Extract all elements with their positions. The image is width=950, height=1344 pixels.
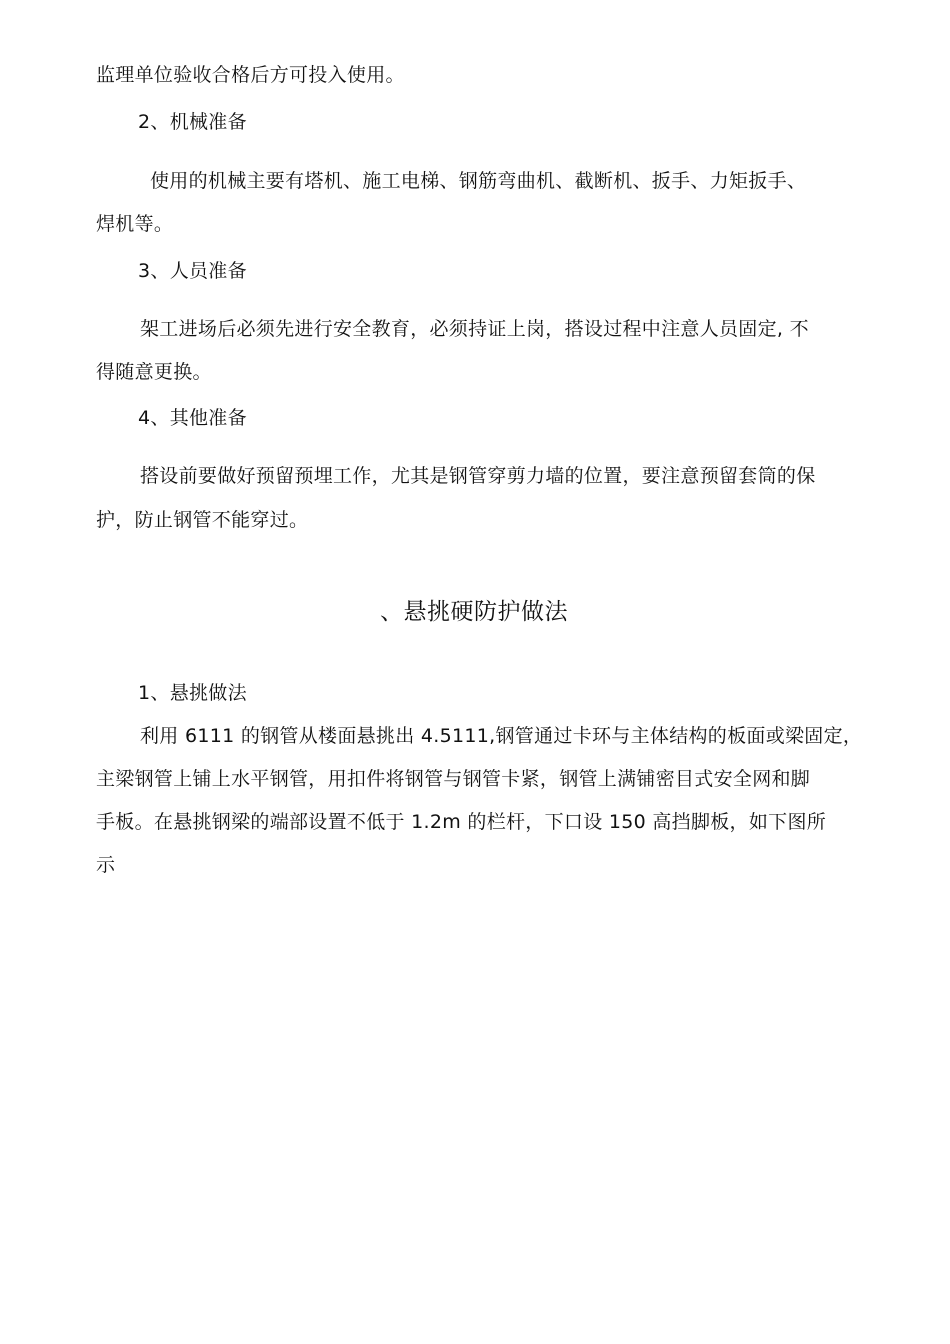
paragraph-line-acceptance: 监理单位验收合格后方可投入使用。 (96, 64, 405, 86)
paragraph-line-personnel-cont: 得随意更换。 (96, 361, 212, 383)
paragraph-line-cantilever-2: 主梁钢管上铺上水平钢管，用扣件将钢管与钢管卡紧，钢管上满铺密目式安全网和脚 (96, 768, 811, 790)
paragraph-line-cantilever-3: 手板。在悬挑钢梁的端部设置不低于 1.2m 的栏杆，下口设 150 高挡脚板，如下图所 (96, 811, 827, 833)
paragraph-line-machinery: 使用的机械主要有塔机、施工电梯、钢筋弯曲机、截断机、扳手、力矩扳手、 (150, 170, 807, 192)
subheading-cantilever-method: 1、悬挑做法 (138, 682, 247, 704)
paragraph-line-cantilever-4: 示 (96, 854, 116, 876)
subheading-other-prep: 4、其他准备 (138, 407, 247, 429)
subheading-personnel-prep: 3、人员准备 (138, 260, 247, 282)
subheading-machinery-prep: 2、机械准备 (138, 111, 247, 133)
paragraph-line-other-cont: 护，防止钢管不能穿过。 (96, 509, 309, 531)
paragraph-line-other: 搭设前要做好预留预埋工作，尤其是钢管穿剪力墙的位置，要注意预留套筒的保 (140, 465, 816, 487)
section-heading: 、悬挑硬防护做法 (380, 599, 568, 625)
paragraph-line-personnel: 架工进场后必须先进行安全教育，必须持证上岗，搭设过程中注意人员固定, 不 (140, 318, 809, 340)
paragraph-line-machinery-cont: 焊机等。 (96, 213, 174, 235)
paragraph-line-cantilever-1: 利用 6111 的钢管从楼面悬挑出 4.5111,钢管通过卡环与主体结构的板面或梁固定， (140, 725, 863, 747)
